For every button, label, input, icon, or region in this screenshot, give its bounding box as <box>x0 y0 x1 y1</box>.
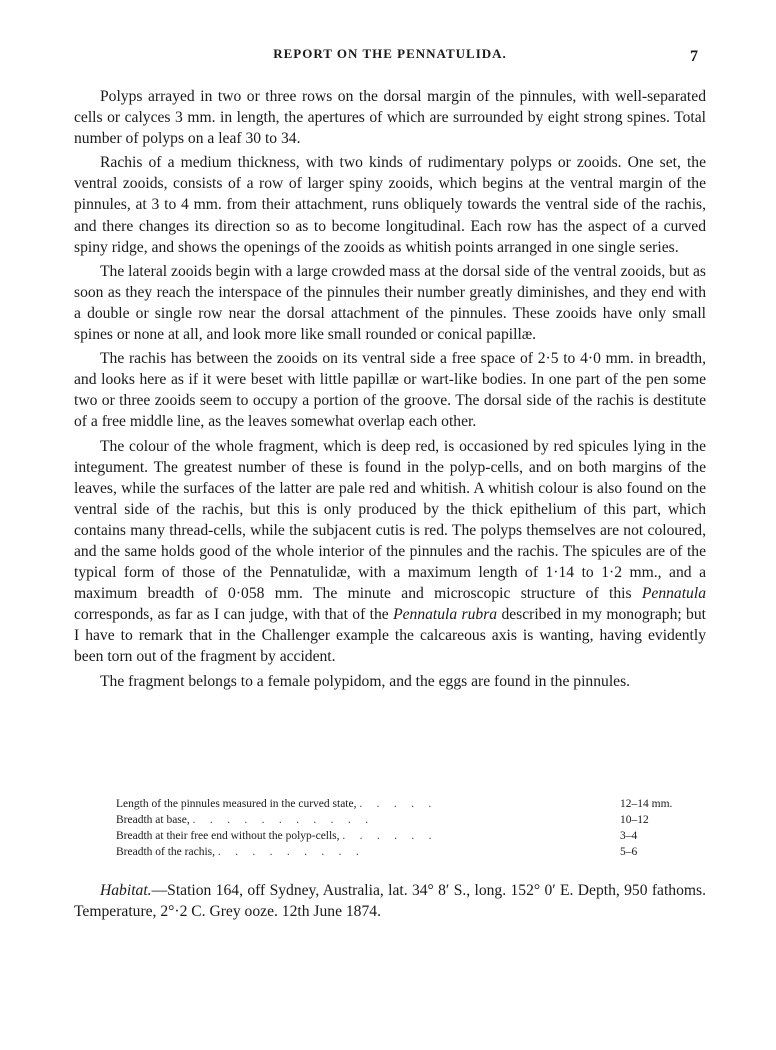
text-run: described in my monograph; but I have to remark that in the Challenger example the calcareous axis is wanting, having evidently been torn out of the fragment by accident. <box>74 606 706 666</box>
table-row <box>116 828 706 844</box>
measurement-label: Breadth at their free end without the polyp-cells, <box>116 830 340 842</box>
text-run: The fragment belongs to a female polypidom, and the eggs are found in the pinnules. <box>100 672 631 690</box>
table-row <box>116 844 706 860</box>
measurement-label-cell <box>116 812 616 828</box>
body-paragraph <box>74 671 706 692</box>
body-paragraph <box>74 348 706 432</box>
measurement-label: Breadth of the rachis, <box>116 846 215 858</box>
body-paragraph <box>74 152 706 257</box>
body-paragraph <box>74 261 706 345</box>
text-run: The colour of the whole fragment, which is deep red, is occasioned by red spicules lying in the integument. The greatest number of these is found in the polyp-cells, and on both margins of the leaves, while the surfaces of the latter are pale red and whitish. A whitish colour is also found on the ventral side of the rachis, but this is only produced by the thick epithelium of this part, which contains many thread-cells, while the subjacent cutis is red. The polyps themselves are not coloured, and the same holds good of the whole interior of the pinnules and the rachis. The spicules are of the typical form of those of the Pennatulidæ, with a maximum length of 1·14 to 1·2 mm., and a maximum breadth of 0·058 mm. The minute and microscopic structure of this <box>74 437 706 603</box>
habitat-paragraph <box>74 880 706 922</box>
leader-dots: . . . . . <box>359 798 432 810</box>
table-row <box>116 796 706 812</box>
text-run: Polyps arrayed in two or three rows on the dorsal margin of the pinnules, with well-separated cells or calyces 3 mm. in length, the apertures of which are surrounded by eight strong spines. Total number of polyps on a leaf 30 to 34. <box>74 88 706 148</box>
measurement-value: 12–14 mm. <box>620 798 673 810</box>
measurement-value: 5–6 <box>620 846 638 858</box>
italic-term: Pennatula rubra <box>393 606 498 624</box>
text-run: Rachis of a medium thickness, with two kinds of rudimentary polyps or zooids. One set, the ventral zooids, consists of a row of larger spiny zooids, which begins at the ventral margin of the pinnules, at 3 to 4 mm. from their attachment, runs obliquely towards the ventral side of the rachis, and there changes its direction so as to become longitudinal. Each row has the aspect of a curved spiny ridge, and shows the openings of the zooids as whitish points arranged in one single series. <box>74 154 706 256</box>
italic-term: Pennatula <box>641 585 706 603</box>
measurement-label: Length of the pinnules measured in the curved state, <box>116 798 357 810</box>
body-paragraph <box>74 86 706 149</box>
leader-dots: . . . . . . . . . <box>217 846 359 858</box>
body-text <box>74 86 706 692</box>
measurement-value: 3–4 <box>620 830 638 842</box>
text-run: The lateral zooids begin with a large crowded mass at the dorsal side of the ventral zooids, but as soon as they reach the interspace of the pinnules their number greatly diminishes, and they end with a double or single row near the dorsal attachment of the pinnules. These zooids have only small spines or none at all, and look more like small rounded or conical papillæ. <box>74 262 706 344</box>
leader-dots: . . . . . . <box>342 830 432 842</box>
measurement-label: Breadth at base, <box>116 814 190 826</box>
page-number: 7 <box>690 48 698 65</box>
running-title: REPORT ON THE PENNATULIDA. <box>273 46 507 61</box>
body-paragraph <box>74 436 706 668</box>
habitat-label: Habitat. <box>100 882 152 899</box>
text-run: The rachis has between the zooids on its ventral side a free space of 2·5 to 4·0 mm. in breadth, and looks here as if it were beset with little papillæ or wart-like bodies. In one part of the pen some two or three zooids seem to occupy a portion of the groove. The dorsal side of the rachis is destitute of a free middle line, as the leaves somewhat overlap each other. <box>74 350 706 431</box>
leader-dots: . . . . . . . . . . . <box>192 814 369 826</box>
measurement-label-cell <box>116 828 616 844</box>
measurements-table <box>116 796 706 860</box>
text-run: corresponds, as far as I can judge, with that of the <box>74 606 394 624</box>
table-row <box>116 812 706 828</box>
measurement-label-cell <box>116 796 616 812</box>
measurement-value: 10–12 <box>620 814 649 826</box>
measurement-label-cell <box>116 844 616 860</box>
habitat-text: —Station 164, off Sydney, Australia, lat. 34° 8′ S., long. 152° 0′ E. Depth, 950 fathoms. Temperature, 2°·2 C. Grey ooze. 12th June 1874. <box>74 882 706 920</box>
